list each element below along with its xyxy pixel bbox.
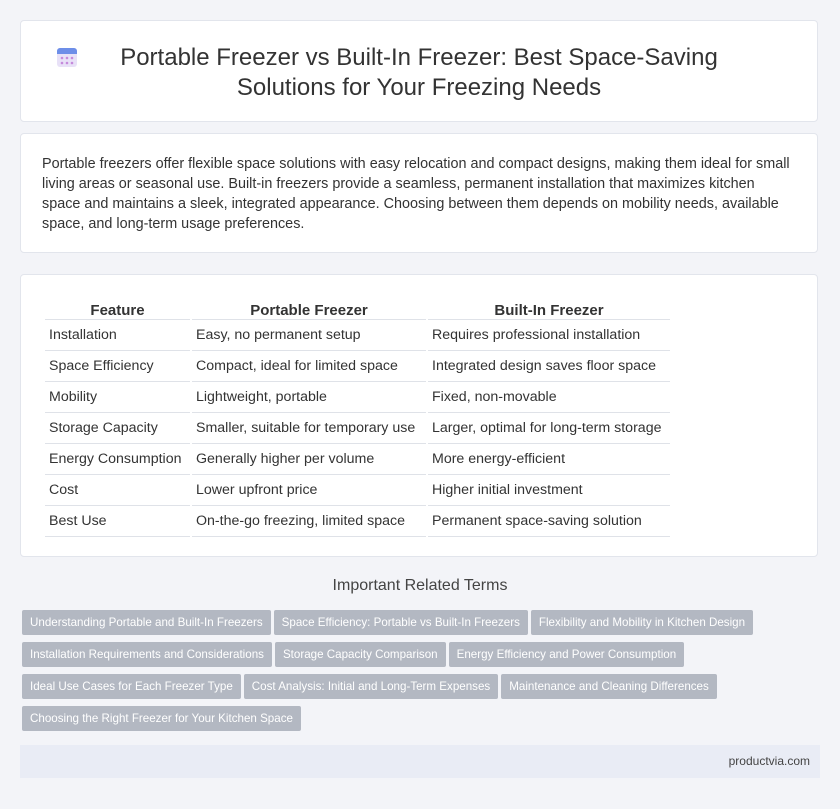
related-term-tag[interactable]: Energy Efficiency and Power Consumption: [449, 642, 685, 667]
built-in-cell: Requires professional installation: [428, 320, 670, 351]
page-title-text: Portable Freezer vs Built-In Freezer: Best Space-Saving Solutions for Your Freezing Needs: [120, 44, 718, 101]
comparison-card: [20, 274, 818, 557]
feature-cell: Installation: [45, 320, 190, 351]
table-row: [45, 413, 670, 444]
table-row: [45, 444, 670, 475]
table-row: [45, 506, 670, 537]
feature-cell: Energy Consumption: [45, 444, 190, 475]
portable-cell: On-the-go freezing, limited space: [192, 506, 426, 537]
portable-cell: Lower upfront price: [192, 475, 426, 506]
related-term-tag[interactable]: Cost Analysis: Initial and Long-Term Expenses: [244, 674, 498, 699]
table-row: [45, 382, 670, 413]
title-card: [20, 20, 818, 122]
feature-cell: Mobility: [45, 382, 190, 413]
feature-cell: Storage Capacity: [45, 413, 190, 444]
header-built-in: Built-In Freezer: [428, 295, 670, 320]
related-term-tag[interactable]: Understanding Portable and Built-In Freezers: [22, 610, 271, 635]
built-in-cell: Fixed, non-movable: [428, 382, 670, 413]
related-term-tag[interactable]: Ideal Use Cases for Each Freezer Type: [22, 674, 241, 699]
feature-cell: Cost: [45, 475, 190, 506]
related-term-tag[interactable]: Installation Requirements and Considerations: [22, 642, 272, 667]
portable-cell: Generally higher per volume: [192, 444, 426, 475]
comparison-table: [43, 295, 672, 537]
portable-cell: Compact, ideal for limited space: [192, 351, 426, 382]
table-row: [45, 351, 670, 382]
feature-cell: Space Efficiency: [45, 351, 190, 382]
table-header-row: [45, 295, 670, 320]
related-term-tag[interactable]: Space Efficiency: Portable vs Built-In Freezers: [274, 610, 528, 635]
portable-cell: Lightweight, portable: [192, 382, 426, 413]
related-term-tag[interactable]: Maintenance and Cleaning Differences: [501, 674, 717, 699]
portable-cell: Easy, no permanent setup: [192, 320, 426, 351]
portable-cell: Smaller, suitable for temporary use: [192, 413, 426, 444]
related-terms-title: Important Related Terms: [332, 577, 508, 594]
built-in-cell: Larger, optimal for long-term storage: [428, 413, 670, 444]
intro-paragraph: Portable freezers offer flexible space solutions with easy relocation and compact designs, making them ideal for small living areas or seasonal use. Built-in freezers provide a seamless, permanent installation that maximizes kitchen space and maintains a sleek, integrated appearance. Choosing between them depends on mobility needs, available space, and long-term usage preferences.: [42, 156, 790, 232]
intro-card: [20, 133, 818, 253]
header-feature: Feature: [45, 295, 190, 320]
related-terms-list: [22, 610, 812, 738]
built-in-cell: Integrated design saves floor space: [428, 351, 670, 382]
related-term-tag[interactable]: Flexibility and Mobility in Kitchen Design: [531, 610, 753, 635]
feature-cell: Best Use: [45, 506, 190, 537]
built-in-cell: Permanent space-saving solution: [428, 506, 670, 537]
header-portable: Portable Freezer: [192, 295, 426, 320]
page-title: [21, 43, 817, 103]
built-in-cell: Higher initial investment: [428, 475, 670, 506]
table-row: [45, 475, 670, 506]
related-term-tag[interactable]: Choosing the Right Freezer for Your Kitchen Space: [22, 706, 301, 731]
footer-bar: [20, 745, 820, 778]
table-row: [45, 320, 670, 351]
footer-source-link[interactable]: productvia.com: [728, 754, 810, 768]
built-in-cell: More energy-efficient: [428, 444, 670, 475]
related-term-tag[interactable]: Storage Capacity Comparison: [275, 642, 446, 667]
